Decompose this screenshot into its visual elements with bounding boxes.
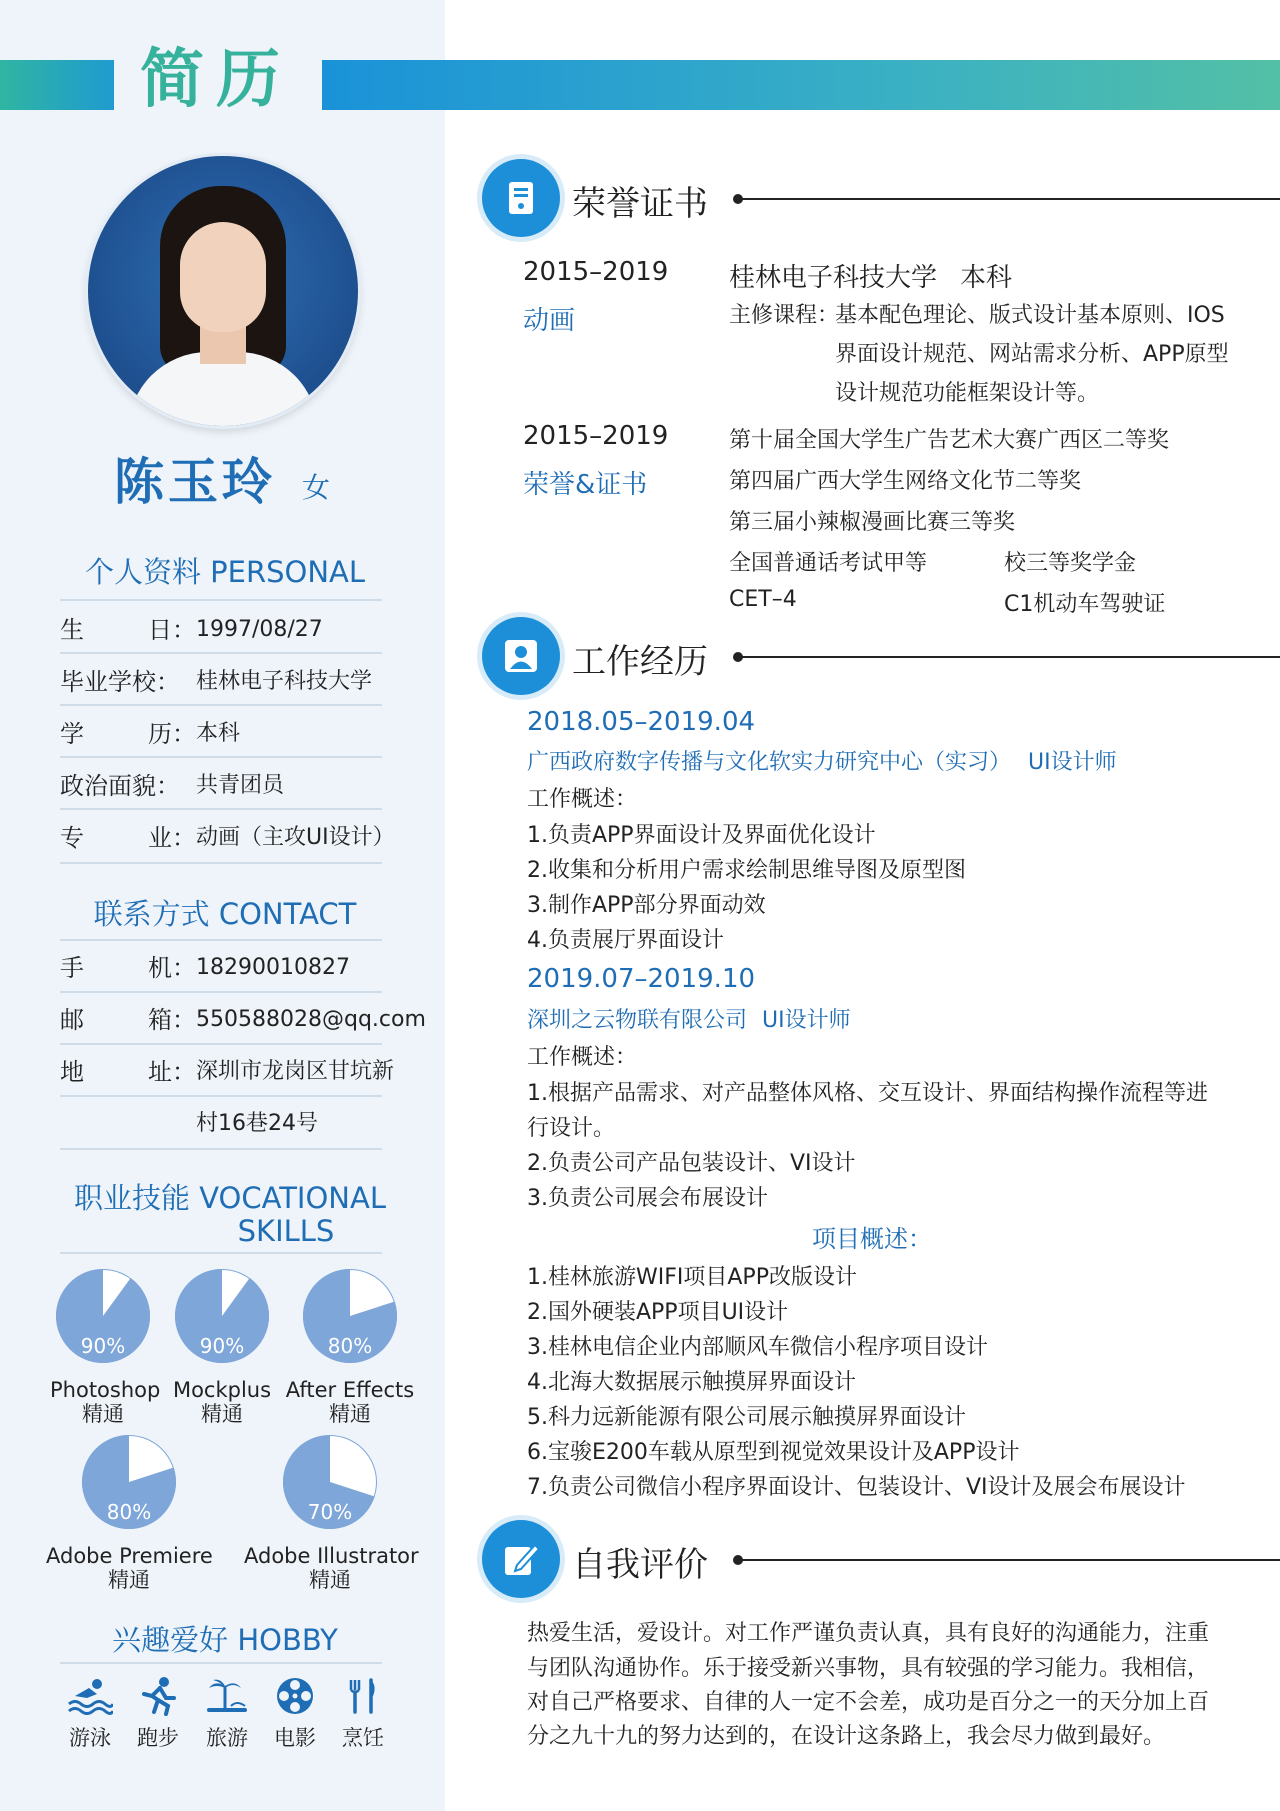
job-duty: 3.制作APP部分界面动效: [527, 893, 766, 918]
edu-school: 桂林电子科技大学: [729, 263, 938, 293]
section-rule: [738, 1559, 1280, 1561]
award-item: 校三等奖学金: [1004, 551, 1137, 576]
running-icon: [138, 1676, 178, 1716]
award-item: CET–4: [729, 587, 797, 612]
portfolio-icon: [501, 636, 541, 676]
job-overview-label: 工作概述：: [527, 1045, 638, 1070]
swimming-icon: [67, 1676, 113, 1716]
honors-title: 荣誉证书: [572, 184, 708, 224]
project-item: 7.负责公司微信小程序界面设计、包装设计、VI设计及展会布展设计: [527, 1475, 1186, 1500]
project-item: 3.桂林电信企业内部顺风车微信小程序项目设计: [527, 1335, 988, 1360]
travel-icon: [205, 1676, 249, 1716]
job-duty: 2.收集和分析用户需求绘制思维导图及原型图: [527, 858, 966, 883]
project-item: 4.北海大数据展示触摸屏界面设计: [527, 1370, 856, 1395]
hobby-cooking: 烹饪: [337, 1676, 389, 1752]
projects-label: 项目概述：: [812, 1225, 932, 1253]
certificate-icon: [501, 178, 541, 218]
hobby-travel: 旅游: [201, 1676, 253, 1752]
film-reel-icon: [275, 1676, 315, 1716]
job-duty: 行设计。: [527, 1116, 616, 1141]
work-section-icon: [482, 617, 560, 695]
contact-heading: 联系方式 CONTACT: [93, 897, 357, 931]
job-duty: 1.负责APP界面设计及界面优化设计: [527, 823, 876, 848]
hobby-swimming: 游泳: [64, 1676, 116, 1752]
course-label: 主修课程：: [729, 303, 840, 328]
skill-after-effects: 80% After Effects 精通: [285, 1268, 415, 1426]
header-bar-right: [322, 60, 1280, 110]
job-period: 2018.05–2019.04: [527, 707, 756, 737]
hobby-movies: 电影: [269, 1676, 321, 1752]
profile-photo: [88, 156, 358, 426]
candidate-gender: 女: [302, 471, 331, 504]
skill-adobe-premiere: 80% Adobe Premiere 精通: [46, 1434, 212, 1592]
project-item: 5.科力远新能源有限公司展示触摸屏界面设计: [527, 1405, 966, 1430]
skills-heading-cont: SKILLS: [237, 1214, 335, 1248]
candidate-name: 陈玉玲: [114, 453, 276, 511]
job-period: 2019.07–2019.10: [527, 964, 756, 994]
self-eval-section-icon: [482, 1520, 560, 1598]
honors-section-icon: [482, 159, 560, 237]
project-item: 1.桂林旅游WIFI项目APP改版设计: [527, 1265, 857, 1290]
edit-icon: [501, 1539, 541, 1579]
edu-period: 2015–2019: [523, 257, 669, 287]
self-eval-title: 自我评价: [572, 1545, 708, 1585]
self-eval-line: 对自己严格要求、自律的人一定不会差，成功是百分之一的天分加上百: [527, 1690, 1210, 1715]
edu-major: 动画: [523, 306, 576, 336]
award-item: 全国普通话考试甲等: [729, 551, 928, 576]
header-bar-left: [0, 60, 114, 110]
hobby-running: 跑步: [132, 1676, 184, 1752]
award-item: C1机动车驾驶证: [1004, 592, 1166, 617]
job-org: 广西政府数字传播与文化软实力研究中心（实习）: [527, 750, 1012, 775]
awards-label: 荣誉&证书: [523, 470, 648, 500]
self-eval-line: 分之九十九的努力达到的，在设计这条路上，我会尽力做到最好。: [527, 1724, 1166, 1749]
cooking-icon: [343, 1676, 383, 1716]
job-duty: 2.负责公司产品包装设计、VI设计: [527, 1151, 856, 1176]
skill-adobe-illustrator: 70% Adobe Illustrator 精通: [244, 1434, 416, 1592]
skills-heading: 职业技能 VOCATIONAL: [74, 1181, 386, 1215]
award-item: 第十届全国大学生广告艺术大赛广西区二等奖: [729, 428, 1170, 453]
project-item: 6.宝骏E200车载从原型到视觉效果设计及APP设计: [527, 1440, 1020, 1465]
self-eval-line: 热爱生活，爱设计。对工作严谨负责认真，具有良好的沟通能力，注重: [527, 1621, 1210, 1646]
self-eval-line: 与团队沟通协作。乐于接受新兴事物，具有较强的学习能力。我相信，: [527, 1656, 1210, 1681]
job-duty: 1.根据产品需求、对产品整体风格、交互设计、界面结构操作流程等进: [527, 1081, 1208, 1106]
job-duty: 4.负责展厅界面设计: [527, 928, 724, 953]
award-item: 第三届小辣椒漫画比赛三等奖: [729, 510, 1016, 535]
section-rule: [738, 198, 1280, 200]
job-org: 深圳之云物联有限公司: [527, 1008, 748, 1033]
job-duty: 3.负责公司展会布展设计: [527, 1186, 768, 1211]
course-line: 基本配色理论、版式设计基本原则、IOS: [835, 303, 1225, 328]
course-line: 设计规范功能框架设计等。: [835, 381, 1100, 406]
project-item: 2.国外硬装APP项目UI设计: [527, 1300, 789, 1325]
section-rule: [738, 656, 1280, 658]
hobby-heading: 兴趣爱好 HOBBY: [112, 1623, 338, 1657]
document-title: 简历: [140, 43, 292, 117]
job-role: UI设计师: [1028, 750, 1117, 775]
job-role: UI设计师: [762, 1008, 851, 1033]
skill-mockplus: 90% Mockplus 精通: [169, 1268, 275, 1426]
skill-photoshop: 90% Photoshop 精通: [50, 1268, 156, 1426]
work-title: 工作经历: [572, 642, 708, 682]
divider: [60, 599, 382, 601]
awards-period: 2015–2019: [523, 421, 669, 451]
course-line: 界面设计规范、网站需求分析、APP原型: [835, 342, 1229, 367]
personal-heading: 个人资料 PERSONAL: [84, 555, 366, 589]
award-item: 第四届广西大学生网络文化节二等奖: [729, 469, 1082, 494]
edu-degree: 本科: [960, 263, 1013, 293]
job-overview-label: 工作概述：: [527, 787, 638, 812]
